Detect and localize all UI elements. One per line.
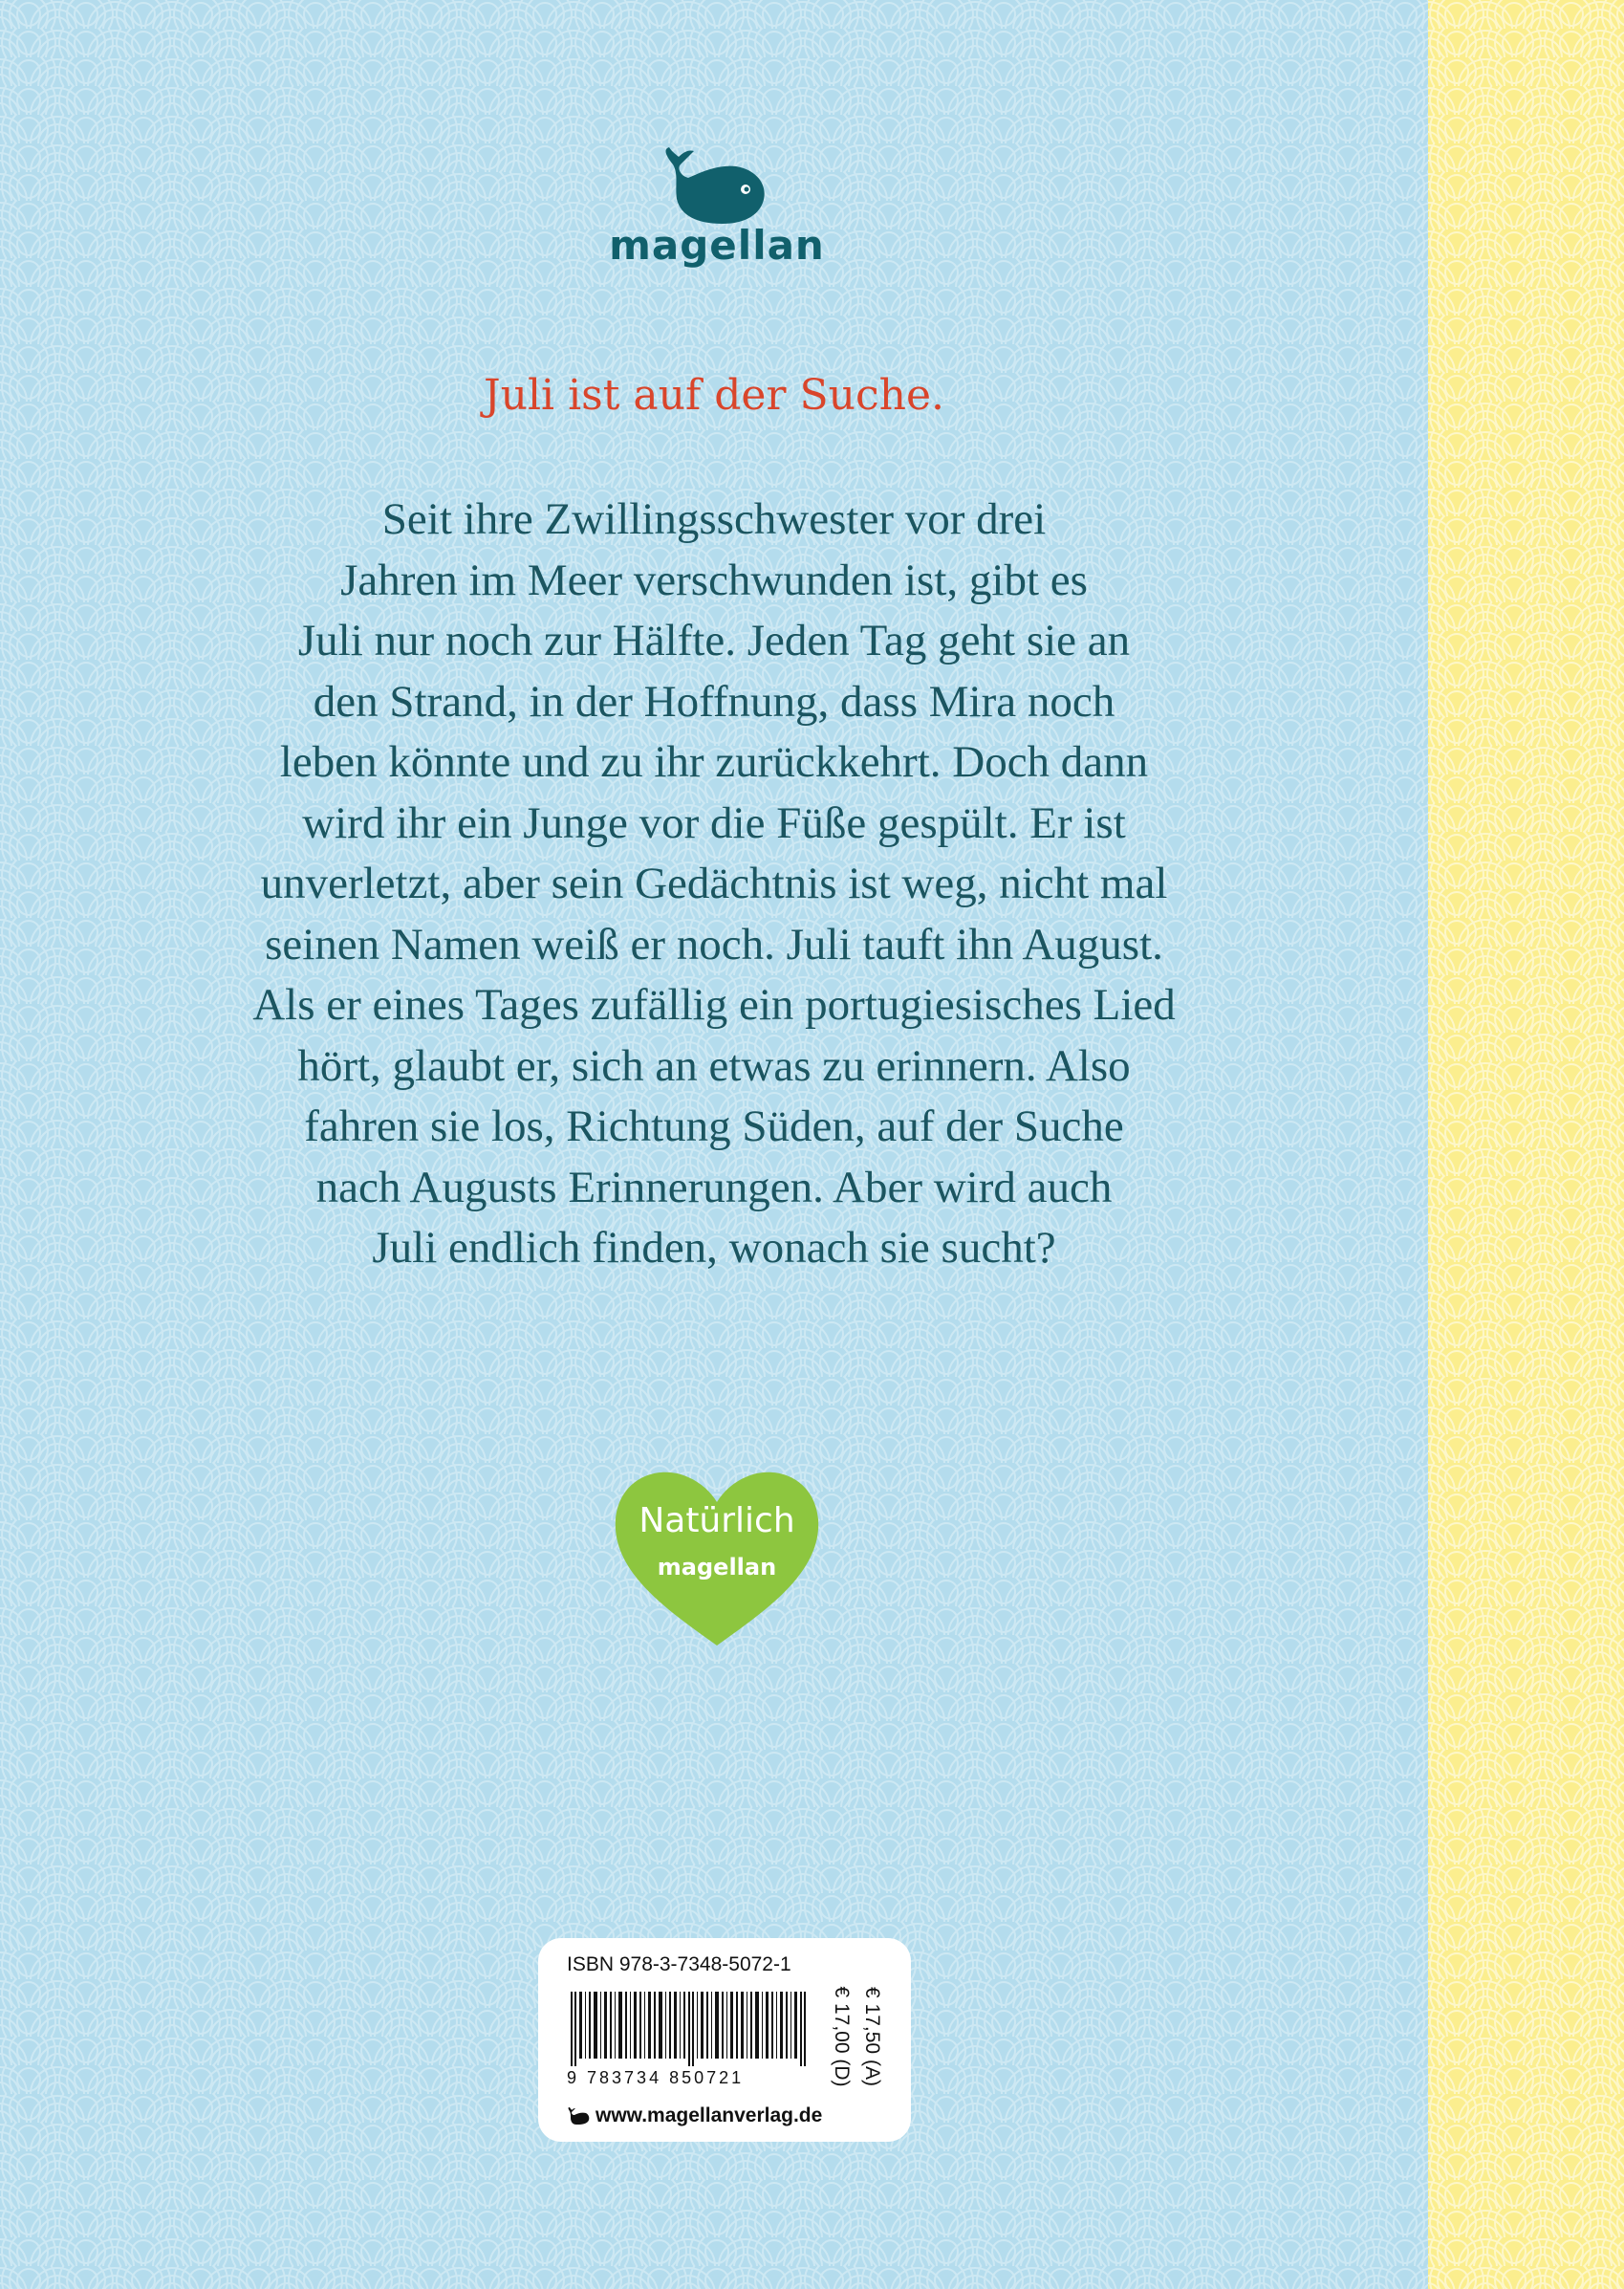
barcode-digits: 9 783734 850721: [567, 2068, 745, 2087]
barcode-panel: [538, 1938, 911, 2142]
blurb-line: nach Augusts Erinnerungen. Aber wird auch: [315, 1162, 1113, 1212]
publisher-logo: [602, 143, 832, 277]
price-germany: € 17,00 (D): [831, 1986, 853, 2087]
blurb-line: hört, glaubt er, sich an etwas zu erinnern. Also: [297, 1040, 1131, 1091]
blurb-line: Seit ihre Zwillingsschwester vor drei: [381, 494, 1047, 544]
blurb-line: Als er eines Tages zufällig ein portugiesisches Lied: [252, 980, 1176, 1030]
blurb-line: fahren sie los, Richtung Süden, auf der Suche: [304, 1101, 1124, 1151]
price-block: [825, 1953, 892, 2097]
blurb-line: Jahren im Meer verschwunden ist, gibt es: [340, 555, 1088, 605]
badge-line2: magellan: [657, 1554, 777, 1580]
blurb-line: Juli nur noch zur Hälfte. Jeden Tag geht sie an: [297, 616, 1131, 665]
whale-small-icon: [567, 2106, 590, 2126]
isbn-number: ISBN 978-3-7348-5072-1: [567, 1953, 791, 1975]
spine: [1428, 0, 1624, 2289]
blurb-line: wird ihr ein Junge vor die Füße gespült. Er ist: [302, 797, 1126, 848]
blurb-line: seinen Namen weiß er noch. Juli tauft ihn August.: [265, 919, 1163, 970]
publisher-website-link[interactable]: www.magellanverlag.de: [595, 2104, 823, 2126]
badge-line1: Natürlich: [639, 1501, 795, 1540]
blurb-line: Juli endlich finden, wonach sie sucht?: [372, 1223, 1056, 1273]
logo-wordmark: magellan: [609, 222, 825, 269]
tagline: Juli ist auf der Suche.: [484, 371, 944, 420]
blurb-line: leben könnte und zu ihr zurückkehrt. Doch dann: [279, 737, 1149, 787]
natuerlich-magellan-badge: [602, 1458, 832, 1649]
blurb-line: unverletzt, aber sein Gedächtnis ist weg, nicht mal: [260, 859, 1168, 908]
blurb: [191, 490, 1237, 1279]
whale-logo-icon: [660, 143, 774, 229]
barcode: [567, 1992, 813, 2066]
price-austria: € 17,50 (A): [861, 1987, 883, 2086]
blurb-line: den Strand, in der Hoffnung, dass Mira noch: [313, 676, 1115, 727]
